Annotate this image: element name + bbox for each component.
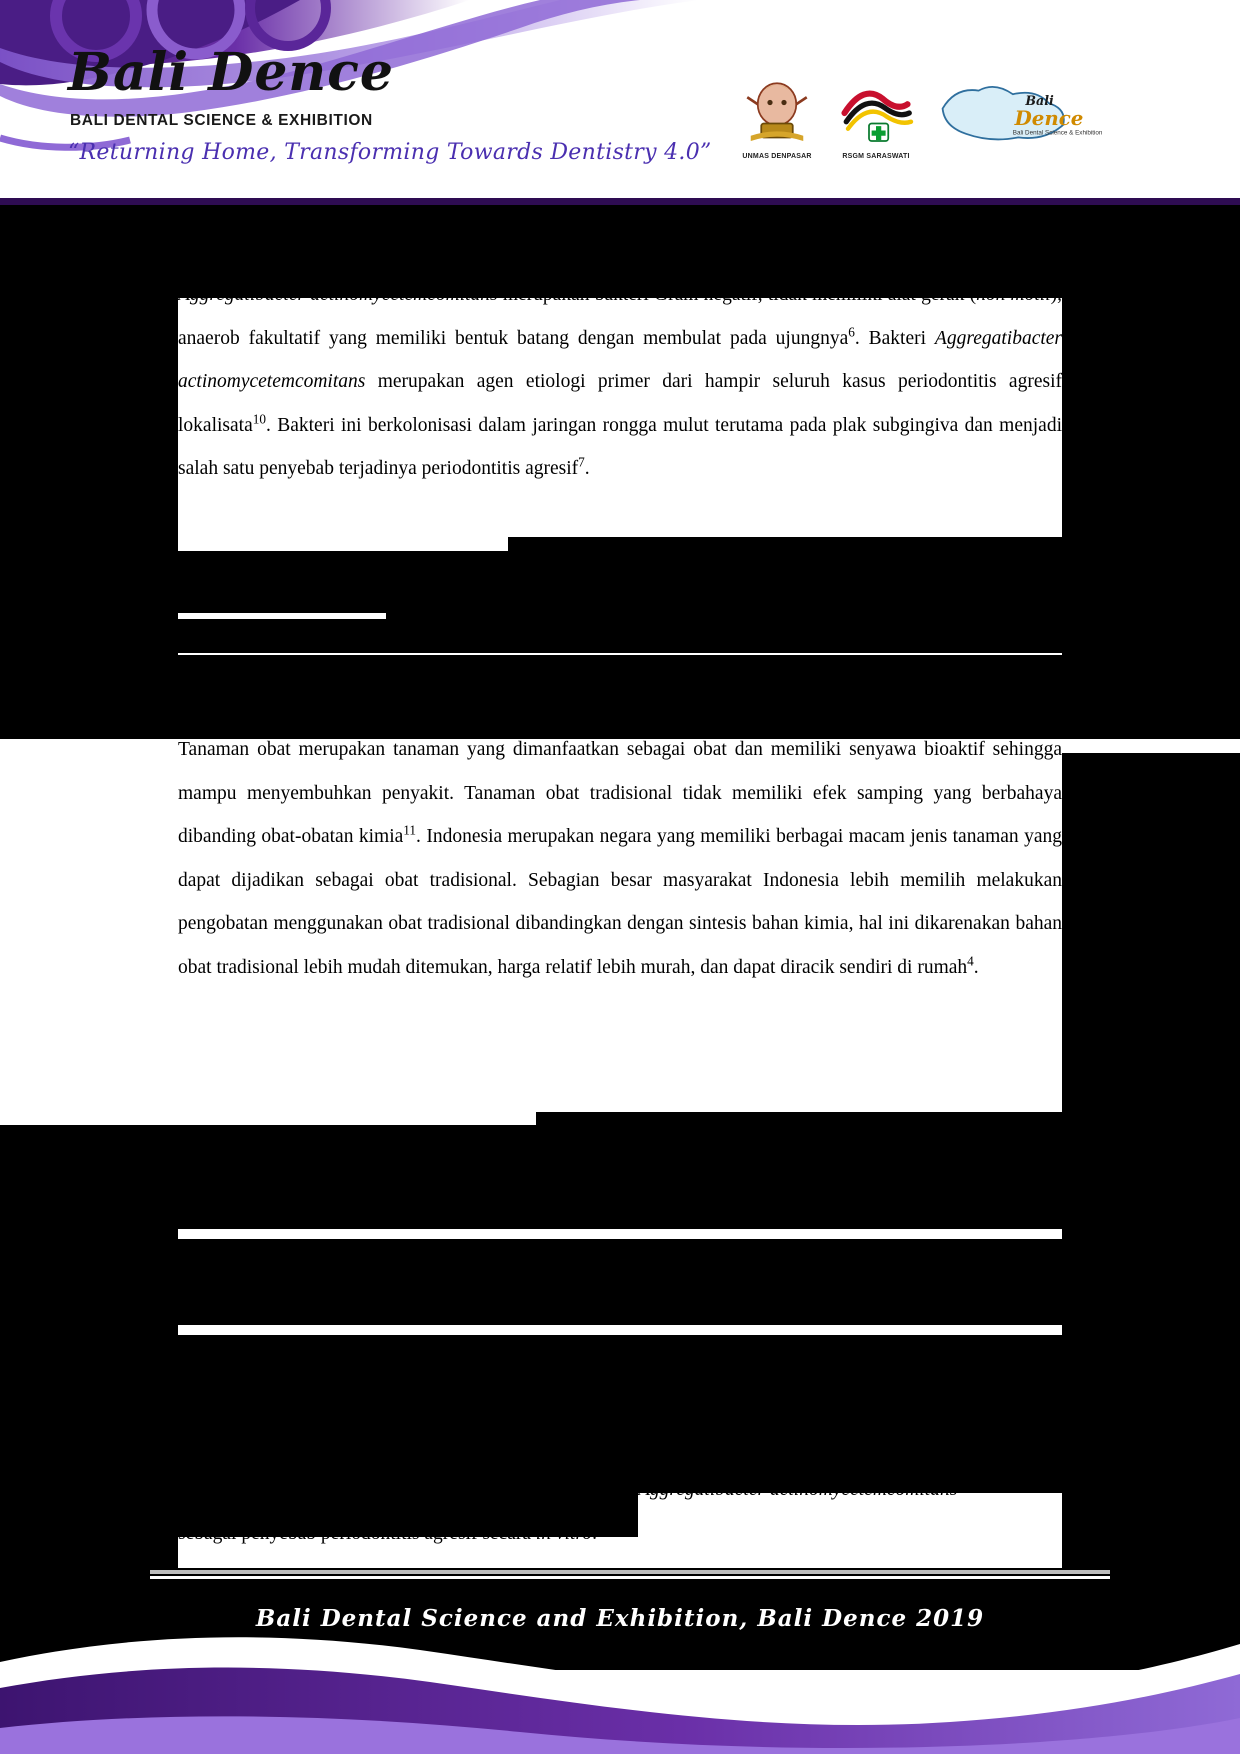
redaction-block (178, 1195, 1062, 1229)
page-header (0, 0, 1240, 205)
redaction-block (178, 1375, 1062, 1415)
redaction-block (1062, 1005, 1240, 1047)
text-line-background (178, 1070, 1062, 1112)
paragraph-3 (638, 1468, 1062, 1512)
paragraph-3-period: . (592, 1523, 597, 1544)
paragraph-1-text-3: . Bakteri (854, 327, 935, 349)
svg-text:Bali Dental Science & Exhibiti: Bali Dental Science & Exhibition (1012, 129, 1103, 137)
redaction-block (0, 1177, 1240, 1197)
redaction-block (178, 1427, 1062, 1461)
paragraph-1-text-1: merupakan bakteri Gram negatif, tidak memiliki alat gerak ( (497, 284, 977, 305)
paragraph-1-text-6: . (584, 458, 590, 479)
redaction-block (1062, 837, 1240, 879)
paragraph-1-ref-6: 6 (848, 324, 855, 339)
redaction-block (0, 1369, 1240, 1381)
text-line-background (178, 1031, 1062, 1070)
document-page (0, 205, 1240, 1544)
paragraph-2-ref-4: 4 (967, 953, 974, 968)
redaction-block (1062, 963, 1240, 1005)
brand-title: Bali Dence (68, 42, 394, 103)
rsgm-saraswati-caption: RSGM SARASWATI (842, 153, 910, 160)
redaction-block (178, 655, 1062, 693)
redaction-block (1062, 1493, 1240, 1537)
text-line-background (178, 498, 1062, 537)
paragraph-2 (178, 728, 1062, 989)
rsgm-saraswati-logo (832, 78, 920, 158)
redaction-block (178, 1291, 1062, 1325)
paragraph-2-text-3: . (973, 956, 979, 978)
paragraph-1-text-2: ), anaerob fakultatif yang memiliki bentuk batang dengan membulat pada ujungnya (178, 284, 1062, 349)
redaction-block (0, 575, 178, 725)
svg-text:Bali: Bali (1025, 93, 1054, 108)
redaction-block (1062, 879, 1240, 921)
redaction-block (386, 609, 1062, 625)
redaction-block (0, 1413, 1240, 1431)
paragraph-3-text: sebagai penyebab periodontitis agresif secara (178, 1523, 536, 1544)
paragraph-3-invitro: in vitro (535, 1523, 593, 1544)
paragraph-1-text-4: merupakan agen etiologi primer dari hampir seluruh kasus periodontitis agresif lokalisata (178, 371, 1062, 436)
redaction-block (1062, 460, 1240, 505)
brand-subtitle: BALI DENTAL SCIENCE & EXHIBITION (70, 112, 373, 129)
paragraph-3-continued (178, 1512, 1062, 1556)
paragraph-2-text-1: Tanaman obat merupakan tanaman yang dimanfaatkan sebagai obat dan memiliki senyawa bioaktif sehingga mampu menyembuhkan penyakit. Tanaman obat tradisional tidak memiliki efek samping yang berbahaya dibanding obat-obatan kimia (178, 739, 1062, 847)
redaction-block (0, 1493, 178, 1537)
redaction-block (1062, 795, 1240, 837)
redaction-block (1062, 1047, 1240, 1089)
paragraph-3-species: Aggregatibacter actinomycetemcomitans (638, 1479, 958, 1500)
svg-text:Dence: Dence (1014, 105, 1084, 130)
redaction-block (0, 551, 1240, 575)
redaction-block (1062, 921, 1240, 963)
redaction-block (1062, 370, 1240, 415)
redaction-block (1062, 415, 1240, 460)
paragraph-1-ref-7: 7 (578, 454, 585, 470)
redaction-block (178, 1335, 1062, 1369)
unmas-denpasar-logo (733, 78, 821, 158)
redaction-block (1062, 753, 1240, 795)
redaction-block (1062, 575, 1240, 725)
redaction-block (0, 1125, 1240, 1143)
footer-divider (150, 1568, 1110, 1579)
redaction-block (0, 1273, 1240, 1293)
paragraph-1-ref-10: 10 (252, 411, 266, 426)
footer-text: Bali Dental Science and Exhibition, Bali Dence 2019 (255, 1605, 985, 1632)
paragraph-2-ref-11: 11 (403, 822, 417, 838)
unmas-denpasar-caption: UNMAS DENPASAR (742, 153, 812, 160)
text-line-background (178, 992, 1062, 1031)
redaction-block (178, 575, 1062, 613)
paragraph-1-species-2: Aggregatibacter actinomycetemcomitans (178, 327, 1063, 392)
redaction-block (1062, 310, 1240, 370)
paragraph-1-species-1: Aggregatibacter actinomycetemcomitans (178, 284, 498, 305)
paragraph-1 (178, 273, 1062, 491)
bali-dence-logo (930, 78, 1110, 158)
paragraph-1-text-5: . Bakteri ini berkolonisasi dalam jaringan rongga mulut terutama pada plak subgingiva dan menjadi salah satu penyebab terjadinya periodontitis agresif (178, 414, 1062, 479)
paragraph-2-text-2: . Indonesia merupakan negara yang memiliki berbagai macam jenis tanaman yang dapat dijadikan sebagai obat tradisional. Sebagian besar masyarakat Indonesia lebih memilih melakukan pengobatan menggunakan obat tradisional dibandingkan dengan sintesis bahan kimia, hal ini dikarenakan bahan obat tradisional lebih mudah ditemukan, harga relatif lebih murah, dan dapat diracik sendiri di rumah (178, 826, 1062, 978)
paragraph-1-italic-nonmotil: non motil (976, 284, 1051, 305)
brand-tagline: “Returning Home, Transforming Towards Dentistry 4.0” (68, 140, 712, 165)
